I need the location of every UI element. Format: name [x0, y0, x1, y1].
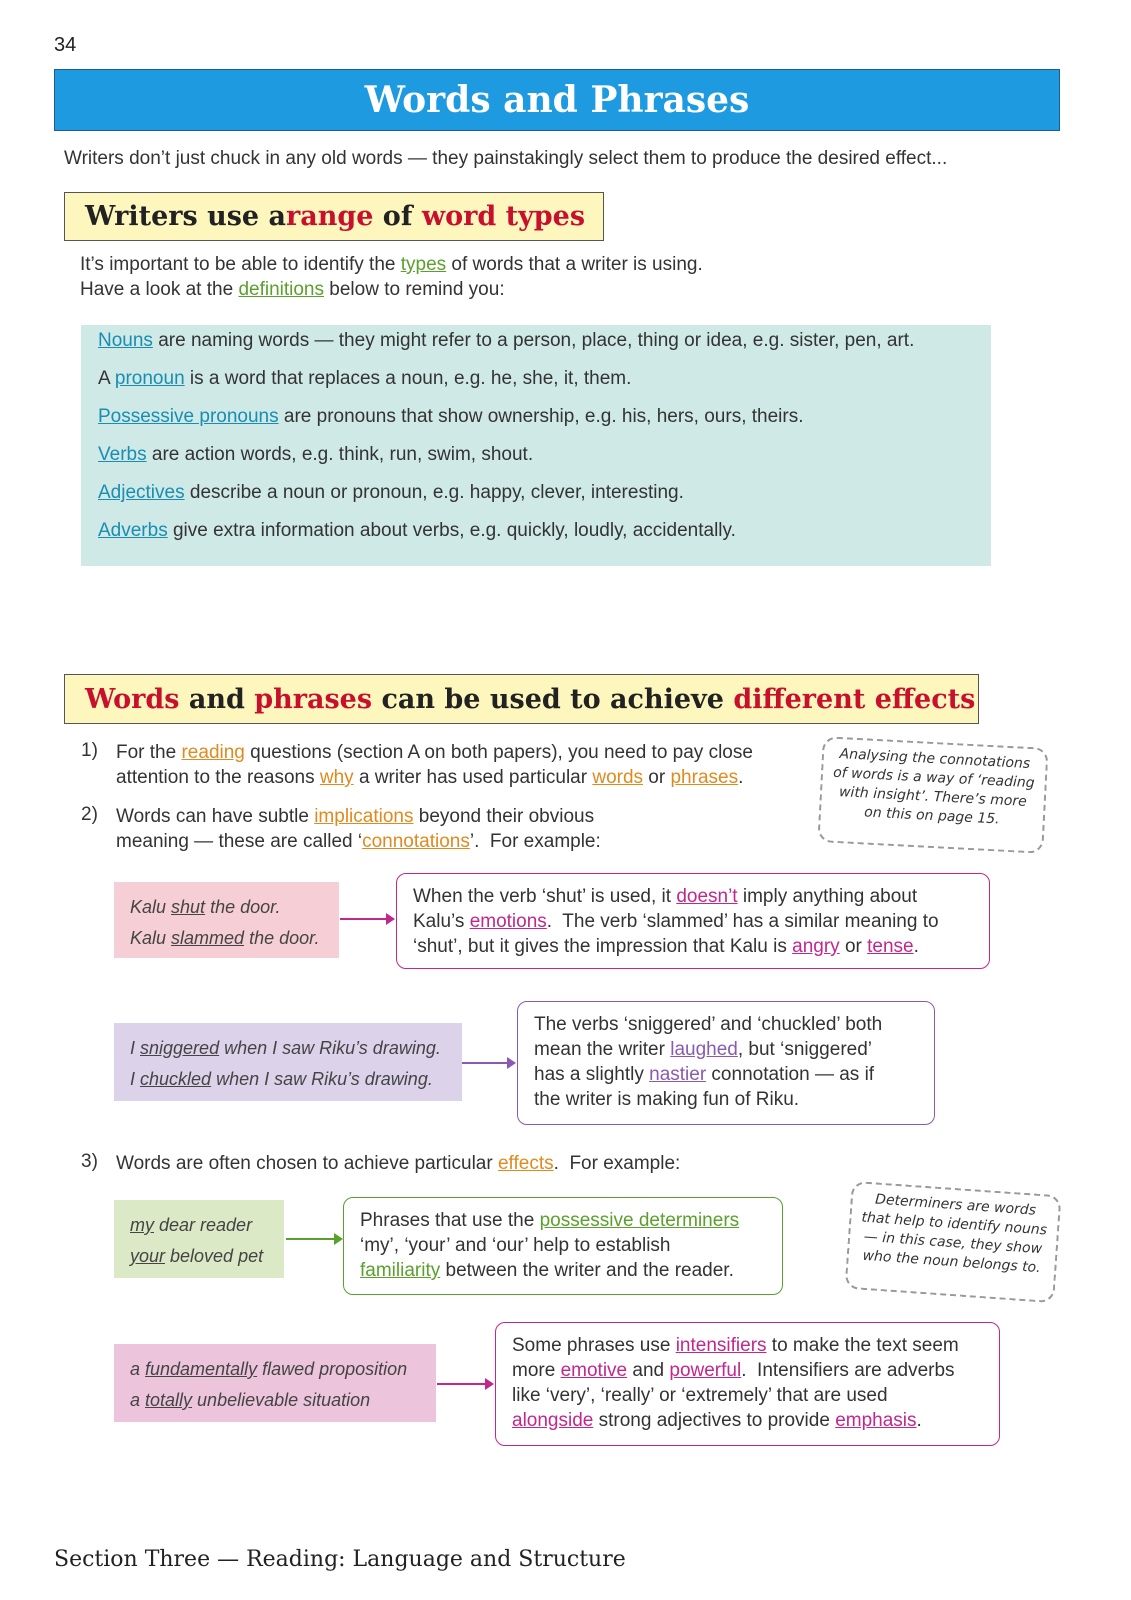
example-line: [130, 1064, 446, 1095]
page-title-banner: [54, 69, 1060, 131]
underlined-word: your: [130, 1246, 166, 1266]
page-number: 34: [54, 34, 77, 56]
definition-term: Possessive pronouns: [98, 406, 279, 427]
text: flawed proposition: [257, 1359, 408, 1379]
heading-highlight: different effects: [733, 683, 976, 715]
underlined-word: fundamentally: [145, 1359, 258, 1379]
definition-item: [98, 406, 804, 428]
text: . For example:: [553, 1153, 681, 1174]
keyword: tense: [867, 936, 914, 957]
text: or: [839, 936, 868, 957]
heading-part: Writers use a: [85, 201, 286, 232]
example-line: [130, 1210, 268, 1241]
keyword: definitions: [238, 279, 324, 300]
text: Words are often chosen to achieve particular: [116, 1153, 498, 1174]
definition-term: Nouns: [98, 330, 153, 351]
definition-text: give extra information about verbs, e.g. quickly, loudly, accidentally.: [167, 520, 736, 541]
arrow-icon: [286, 1238, 341, 1240]
heading-highlight: Words: [85, 683, 180, 715]
keyword: angry: [792, 936, 840, 957]
text: and: [627, 1360, 670, 1381]
text: mean the writer: [534, 1039, 671, 1060]
keyword: nastier: [649, 1064, 707, 1085]
text: Kalu: [130, 897, 172, 917]
section-heading-different-effects: [64, 674, 979, 724]
definition-text: are action words, e.g. think, run, swim, shout.: [146, 444, 534, 465]
definition-text: are naming words — they might refer to a person, place, thing or idea, e.g. sister, pen, art.: [152, 330, 915, 351]
side-note-connotations: Analysing the connotations of words is a way of ‘reading with insight’. There’s more on this on page 15.: [817, 736, 1048, 854]
explanation-line: [360, 1208, 766, 1233]
example-box-determiners: [114, 1200, 284, 1278]
example-box-intensifiers: [114, 1344, 436, 1422]
page-title: Words and Phrases: [364, 79, 750, 121]
text: I: [130, 1038, 141, 1058]
text: , but ‘sniggered’: [737, 1039, 873, 1060]
keyword: types: [400, 254, 447, 275]
text: . The verb ‘slammed’ has a similar meaning to: [546, 911, 939, 932]
keyword: why: [319, 767, 354, 788]
definition-term: Adjectives: [98, 482, 185, 503]
explanation-line: [534, 1062, 918, 1087]
explanation-box-determiners: [343, 1197, 783, 1295]
underlined-word: sniggered: [140, 1038, 220, 1058]
definition-text: describe a noun or pronoun, e.g. happy, clever, interesting.: [184, 482, 684, 503]
explanation-line: [534, 1037, 918, 1062]
section1-line2: [80, 277, 505, 302]
definition-item: [98, 330, 914, 352]
keyword: doesn’t: [676, 886, 738, 907]
definition-term: Adverbs: [98, 520, 168, 541]
example-box-riku: [114, 1023, 462, 1101]
text: .: [913, 936, 919, 957]
explanation-line: ‘my’, ‘your’ and ‘our’ help to establish: [360, 1235, 671, 1256]
text: beloved pet: [165, 1246, 264, 1266]
text: questions (section A on both papers), you need to pay close: [244, 742, 753, 763]
explanation-line: [512, 1358, 983, 1383]
underlined-word: slammed: [171, 928, 245, 948]
text: It’s important to be able to identify the: [80, 254, 401, 275]
item3-line: [116, 1151, 680, 1176]
text: between the writer and the reader.: [440, 1260, 734, 1281]
keyword: effects: [497, 1153, 554, 1174]
list-number: 2): [81, 804, 98, 825]
definition-text: are pronouns that show ownership, e.g. his, hers, ours, theirs.: [278, 406, 804, 427]
keyword: possessive determiners: [539, 1210, 740, 1231]
text: below to remind you:: [324, 279, 505, 300]
keyword: emotions: [469, 911, 547, 932]
explanation-box-riku: [517, 1001, 935, 1125]
text: .: [738, 767, 744, 788]
text: a writer has used particular: [353, 767, 593, 788]
text: meaning — these are called ‘: [116, 831, 363, 852]
text: Kalu: [130, 928, 172, 948]
heading-part: can be used to achieve: [372, 683, 734, 715]
keyword: implications: [314, 806, 414, 827]
keyword: words: [592, 767, 644, 788]
definition-item: [98, 368, 631, 390]
side-note-determiners: Determiners are words that help to identify nouns — in this case, they show who the noun belongs to.: [844, 1181, 1061, 1303]
list-number: 1): [81, 740, 98, 761]
keyword: alongside: [512, 1410, 594, 1431]
example-line: [130, 1241, 268, 1272]
text: a: [130, 1359, 146, 1379]
keyword: emphasis: [835, 1410, 917, 1431]
keyword: connotations: [362, 831, 470, 852]
explanation-box-kalu: [396, 873, 990, 969]
item2-line1: [116, 804, 594, 829]
text: . Intensifiers are adverbs: [741, 1360, 955, 1381]
example-line: [130, 1033, 446, 1064]
example-box-kalu: [114, 882, 339, 958]
text: For the: [116, 742, 182, 763]
keyword: familiarity: [360, 1260, 441, 1281]
text: Have a look at the: [80, 279, 239, 300]
item1-line2: [116, 765, 743, 790]
example-line: [130, 923, 323, 954]
example-line: [130, 892, 323, 923]
text: When the verb ‘shut’ is used, it: [413, 886, 677, 907]
explanation-line: [512, 1408, 983, 1433]
keyword: emotive: [560, 1360, 628, 1381]
text: Phrases that use the: [360, 1210, 540, 1231]
text: I: [130, 1069, 141, 1089]
text: the door.: [205, 897, 281, 917]
arrow-icon: [340, 918, 393, 920]
arrow-icon: [437, 1383, 492, 1385]
text: when I saw Riku’s drawing.: [219, 1038, 441, 1058]
explanation-line: [413, 884, 973, 909]
explanation-line: [413, 909, 973, 934]
text: Kalu’s: [413, 911, 470, 932]
explanation-line: like ‘very’, ‘really’ or ‘extremely’ that are used: [512, 1385, 888, 1406]
definition-text: is a word that replaces a noun, e.g. he, she, it, them.: [184, 368, 632, 389]
text: ‘shut’, but it gives the impression that Kalu is: [413, 936, 793, 957]
heading-highlight: word types: [421, 201, 586, 232]
section-heading-word-types: [64, 192, 604, 241]
keyword: phrases: [670, 767, 739, 788]
text: when I saw Riku’s drawing.: [211, 1069, 433, 1089]
section1-line1: [80, 252, 703, 277]
underlined-word: chuckled: [140, 1069, 212, 1089]
intro-text: Writers don’t just chuck in any old words — they painstakingly select them to produce the desired effect...: [64, 148, 948, 169]
text: imply anything about: [737, 886, 918, 907]
keyword: powerful: [669, 1360, 742, 1381]
explanation-line: [512, 1333, 983, 1358]
heading-part: and: [179, 683, 255, 715]
definition-item: [98, 520, 736, 542]
item2-line2: [116, 829, 601, 854]
text: dear reader: [154, 1215, 253, 1235]
underlined-word: shut: [171, 897, 206, 917]
example-line: [130, 1385, 420, 1416]
explanation-line: The verbs ‘sniggered’ and ‘chuckled’ both: [534, 1014, 883, 1035]
text: attention to the reasons: [116, 767, 320, 788]
heading-highlight: range: [285, 201, 374, 232]
text: a: [130, 1390, 146, 1410]
text: has a slightly: [534, 1064, 650, 1085]
explanation-line: the writer is making fun of Riku.: [534, 1089, 800, 1110]
item1-line1: [116, 740, 753, 765]
keyword: intensifiers: [675, 1335, 767, 1356]
text: .: [916, 1410, 922, 1431]
text: or: [643, 767, 671, 788]
text: beyond their obvious: [413, 806, 595, 827]
heading-highlight: phrases: [254, 683, 373, 715]
explanation-line: [413, 934, 973, 959]
definitions-box: [81, 325, 991, 566]
underlined-word: totally: [145, 1390, 193, 1410]
text: Some phrases use: [512, 1335, 676, 1356]
text: to make the text seem: [766, 1335, 959, 1356]
text: Words can have subtle: [116, 806, 315, 827]
explanation-box-intensifiers: [495, 1322, 1000, 1446]
list-number: 3): [81, 1151, 98, 1172]
arrow-icon: [462, 1062, 514, 1064]
text: ’. For example:: [469, 831, 601, 852]
explanation-line: [360, 1258, 766, 1283]
section-footer: Section Three — Reading: Language and Structure: [54, 1547, 626, 1572]
example-line: [130, 1354, 420, 1385]
text: more: [512, 1360, 561, 1381]
text: the door.: [244, 928, 320, 948]
text: connotation — as if: [706, 1064, 875, 1085]
definition-term: pronoun: [114, 368, 185, 389]
text: of words that a writer is using.: [446, 254, 703, 275]
text: unbelievable situation: [192, 1390, 371, 1410]
keyword: reading: [181, 742, 245, 763]
text: A: [98, 368, 115, 389]
definition-item: [98, 482, 684, 504]
definition-term: Verbs: [98, 444, 147, 465]
definition-item: [98, 444, 533, 466]
text: strong adjectives to provide: [593, 1410, 836, 1431]
keyword: laughed: [670, 1039, 738, 1060]
heading-part: of: [373, 201, 422, 232]
underlined-word: my: [130, 1215, 154, 1235]
